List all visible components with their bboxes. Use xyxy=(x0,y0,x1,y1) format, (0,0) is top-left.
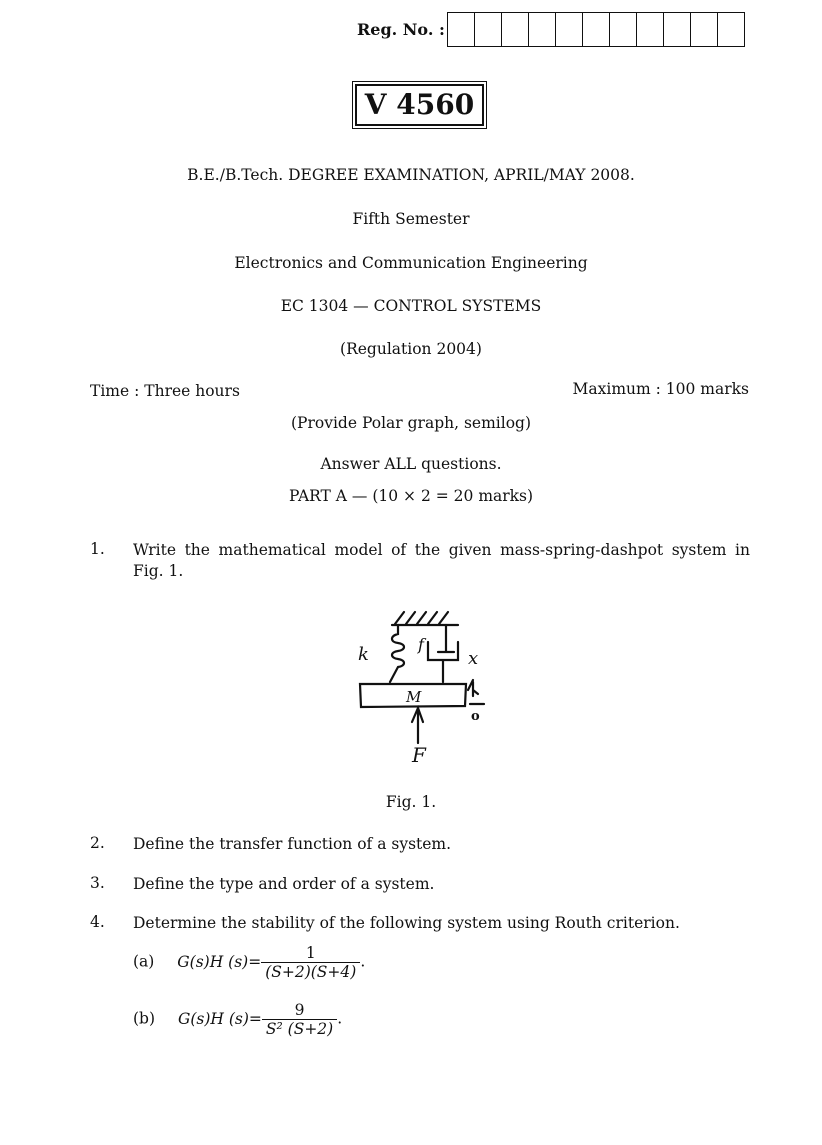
label-f: f xyxy=(418,635,424,654)
time: Time : Three hours xyxy=(90,382,240,400)
exam-title: B.E./B.Tech. DEGREE EXAMINATION, APRIL/MAY 2008. xyxy=(187,166,635,184)
label-x: x xyxy=(468,648,479,669)
subject: EC 1304 — CONTROL SYSTEMS xyxy=(280,297,542,315)
regulation: (Regulation 2004) xyxy=(340,340,482,358)
label-zero: o xyxy=(471,709,480,724)
reg-no-boxes xyxy=(447,12,745,47)
semester: Fifth Semester xyxy=(352,210,470,228)
label-force: F xyxy=(412,743,426,767)
reg-no-label: Reg. No. : xyxy=(357,20,445,39)
subpart-a: (a) G(s)H (s)= $\frac{1}{(S+2)(S+4)}$ . xyxy=(133,944,366,981)
branch: Electronics and Communication Engineering xyxy=(234,254,588,272)
mass-spring-dashpot-figure xyxy=(340,600,500,770)
subpart-b: (b) G(s)H (s)= $\frac{9}{\text{S² (S+2)}}$ . xyxy=(133,1001,343,1038)
max-marks: Maximum : 100 marks xyxy=(572,380,749,398)
part-heading: PART A — (10 × 2 = 20 marks) xyxy=(288,487,534,505)
provide-note: (Provide Polar graph, semilog) xyxy=(291,414,531,432)
paper-code: V 4560 xyxy=(355,84,484,126)
label-k: k xyxy=(358,644,369,665)
figure-caption: Fig. 1. xyxy=(385,793,437,811)
label-m: M xyxy=(406,688,422,706)
instruction: Answer ALL questions. xyxy=(320,455,502,473)
